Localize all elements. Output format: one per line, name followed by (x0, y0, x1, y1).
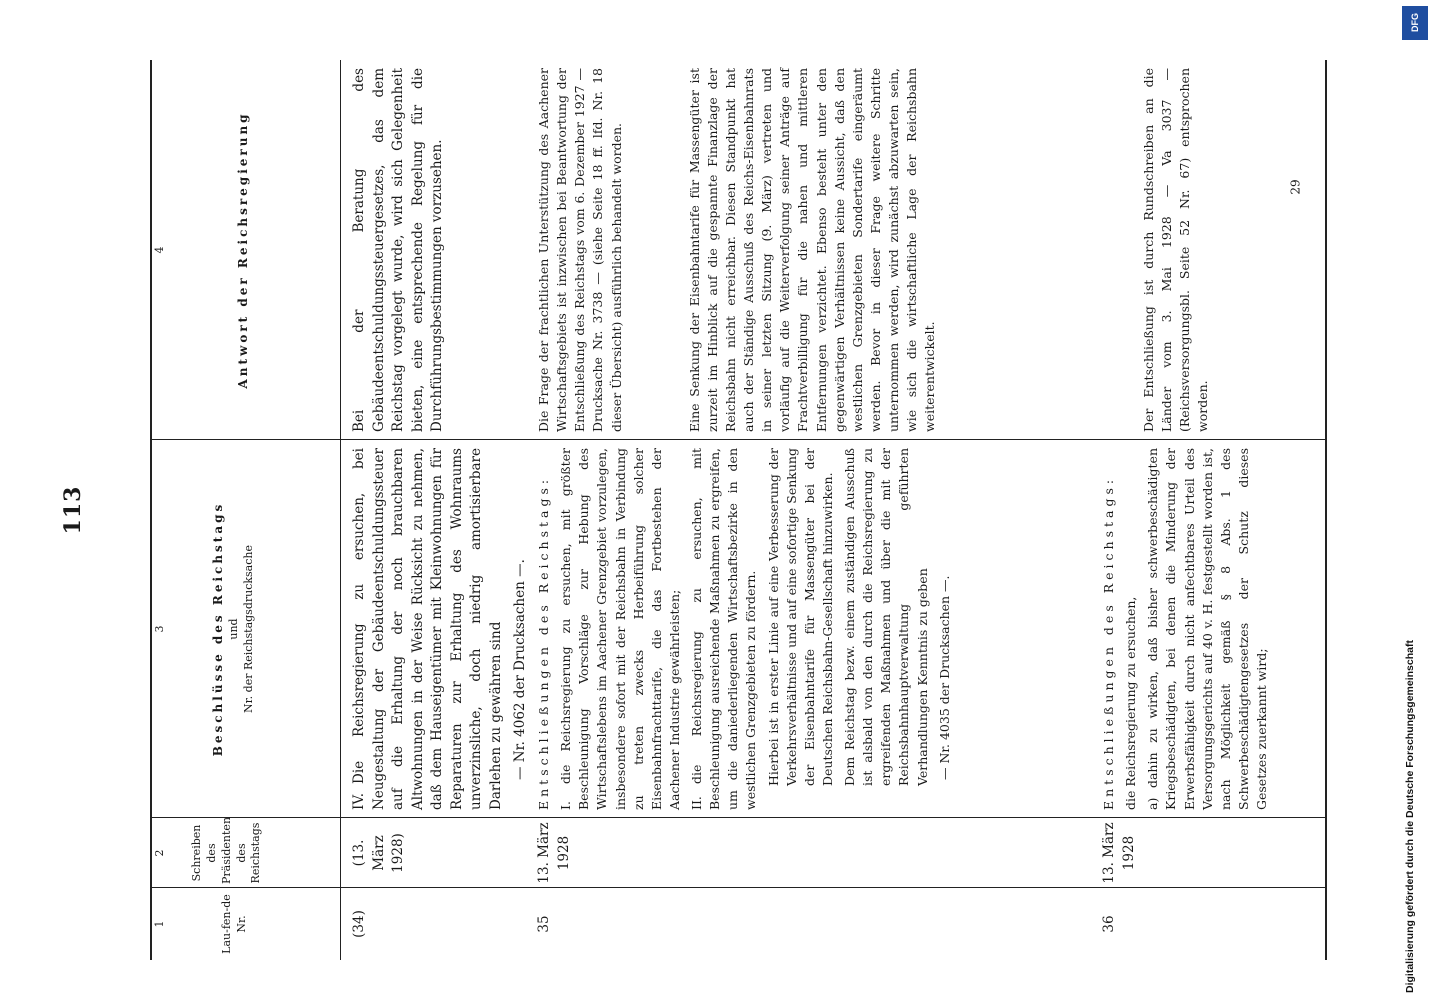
column-number-1: 1 (153, 920, 166, 928)
row-36-intro: die Reichsregierung zu ersuchen, (1123, 596, 1139, 810)
header-resolutions-title: Beschlüsse des Reichstags (211, 501, 225, 757)
header-resolutions-sub: Nr. der Reichstagsdrucksache (241, 545, 255, 714)
dfg-logo: DFG (1402, 6, 1428, 40)
footer-page-number: 29 (1288, 179, 1303, 195)
column-number-2: 2 (153, 849, 166, 857)
digitization-note: Digitalisierung gefördert durch die Deutsche Forschungsgemeinschaft (1404, 640, 1416, 993)
rotated-table-page (40, 60, 1340, 960)
page-number: 113 (60, 485, 86, 535)
row-36-heading: Entschließungen des Reichstags: (1101, 475, 1116, 810)
column-header-resolutions (210, 448, 257, 810)
column-divider-1 (150, 887, 1325, 888)
row-35-item-1-text: die Reichsregierung zu ersuchen, mit größter Beschleunigung Vorschläge zur Hebung des Wirtschaftslebens im Aachener Grenzgebiet vorzulegen, insbesondere sofort mit der Reichsbahn in Verbindung zu treten zwecks Herbeiführung solcher Eisenbahnfrachttarife, die das Fortbestehen der Aachener Industrie gewährleisten; (558, 448, 682, 810)
column-header-number: Lau-fen-de Nr. (220, 894, 248, 954)
row-36-number: 36 (1101, 915, 1117, 933)
row-35-item-1-roman: I. (558, 801, 574, 810)
row-34-roman: IV. (351, 792, 367, 810)
column-header-answer: Antwort der Reichsregierung (236, 111, 250, 389)
row-35-heading: Entschließungen des Reichstags: (536, 475, 551, 810)
row-35-date: 13. März 1928 (536, 822, 572, 884)
row-35-number: 35 (536, 915, 552, 933)
table-bottom-rule (1325, 60, 1327, 960)
row-34-resolution-text: Die Reichsregierung zu ersuchen, bei Neugestaltung der Gebäudeentschuldungssteuer auf die Erhaltung der noch brauchbaren Altwohnungen in der Weise Rücksicht zu nehmen, daß dem Hauseigentümer mit Kleinwohnungen für Reparaturen zur Erhaltung des Wohnraums unverzinsliche, doch niedrig amortisierbare Darlehen zu gewähren sind (351, 448, 504, 810)
row-34-date: (13. März 1928) (351, 833, 407, 873)
column-header-letter: Schreiben des Präsidenten des Reichstags (190, 816, 263, 884)
column-divider-2 (150, 817, 1325, 818)
row-34-number: (34) (351, 910, 367, 938)
table-top-rule (150, 60, 152, 960)
row-35-answer-1: Die Frage der frachtlichen Unterstützung des Aachener Wirtschaftsgebiets ist inzwischen bei Beantwortung der Entschließung des Reichstags vom 6. Dezember 1927 — Drucksache Nr. 3738 — (siehe Seite 18 ff. lfd. Nr. 18 dieser Übersicht) ausführlich behandelt worden. (536, 68, 624, 432)
column-number-3: 3 (153, 625, 166, 633)
row-35-resolution (535, 448, 958, 810)
row-36-resolution (1100, 448, 1275, 810)
row-36-date: 13. März 1928 (1101, 822, 1137, 884)
row-34-answer: Bei der Beratung des Gebäudeentschuldungssteuergesetzes, das dem Reichstag vorgelegt wurde, wird sich Gelegenheit bieten, eine entsprechende Regelung für die Durchführungsbestimmungen vorzusehen. (351, 68, 446, 432)
column-number-4: 4 (153, 246, 166, 254)
column-divider-3 (150, 439, 1325, 440)
row-34-reference: — Nr. 4062 der Drucksachen —. (511, 559, 528, 780)
row-35-item-2-text-2: Hierbei ist in erster Linie auf eine Verbesserung der Verkehrsverhältnisse und auf eine sofortige Senkung der Eisenbahntarife für Massengüter bei der Deutschen Reichsbahn-Gesellschaft hinzuwirken. (765, 448, 835, 786)
row-35-item-2-text: die Reichsregierung zu ersuchen, mit Beschleunigung ausreichende Maßnahmen zu ergreifen, um die daniederliegenden Wirtschaftsbezirke in den westlichen Grenzgebieten zu fördern. (689, 448, 759, 810)
row-35-item-2-roman: II. (689, 796, 704, 810)
row-34-resolution (350, 448, 534, 810)
row-35-reference: — Nr. 4035 der Drucksachen —. (936, 575, 952, 780)
row-36-item-a: a) dahin zu wirken, daß bisher schwerbeschädigten Kriegsbeschädigten, bei denen die Minderung der Erwerbsfähigkeit durch nicht anfechtbares Urteil des Versorgungsgerichts auf 40 v. H. festgestellt worden ist, nach Möglichkeit gemäß § 8 Abs. 1 des Schwerbeschädigtengesetzes der Schutz dieses Gesetzes zuerkannt wird; (1145, 448, 1269, 810)
header-resolutions-and: und (226, 618, 240, 640)
row-35-item-2-text-3: Dem Reichstag bezw. einem zuständigen Ausschuß ist alsbald von den durch die Reichsregierung zu ergreifenden Maßnahmen und über die mit der Reichsbahnhauptverwaltung geführten Verhandlungen Kenntnis zu geben (842, 448, 930, 786)
row-36-answer: Der Entschließung ist durch Rundschreiben an die Länder vom 3. Mai 1928 — Va 3037 — (Reichsversorgungsbl. Seite 52 Nr. 67) entsprochen worden. (1141, 68, 1211, 432)
table-header-rule (340, 60, 341, 960)
row-35-answer-2: Eine Senkung der Eisenbahntarife für Massengüter ist zurzeit im Hinblick auf die gespannte Finanzlage der Reichsbahn nicht erreichbar. Diesen Standpunkt hat auch der Ständige Ausschuß des Reichs-Eisenbahnrats in seiner letzten Sitzung (9. März) vertreten und vorläufig auf die Weiterverfolgung seiner Anträge auf Frachtverbilligung für die nahen und mittleren Entfernungen verzichtet. Ebenso besteht unter den gegenwärtigen Verhältnissen keine Aussicht, daß den westlichen Grenzgebieten Sondertarife eingeräumt werden. Bevor in dieser Frage weitere Schritte unternommen werden, wird zunächst abzuwarten sein, wie sich die wirtschaftliche Lage der Reichsbahn weiterentwickelt. (686, 68, 938, 432)
row-35-answer (535, 68, 943, 432)
